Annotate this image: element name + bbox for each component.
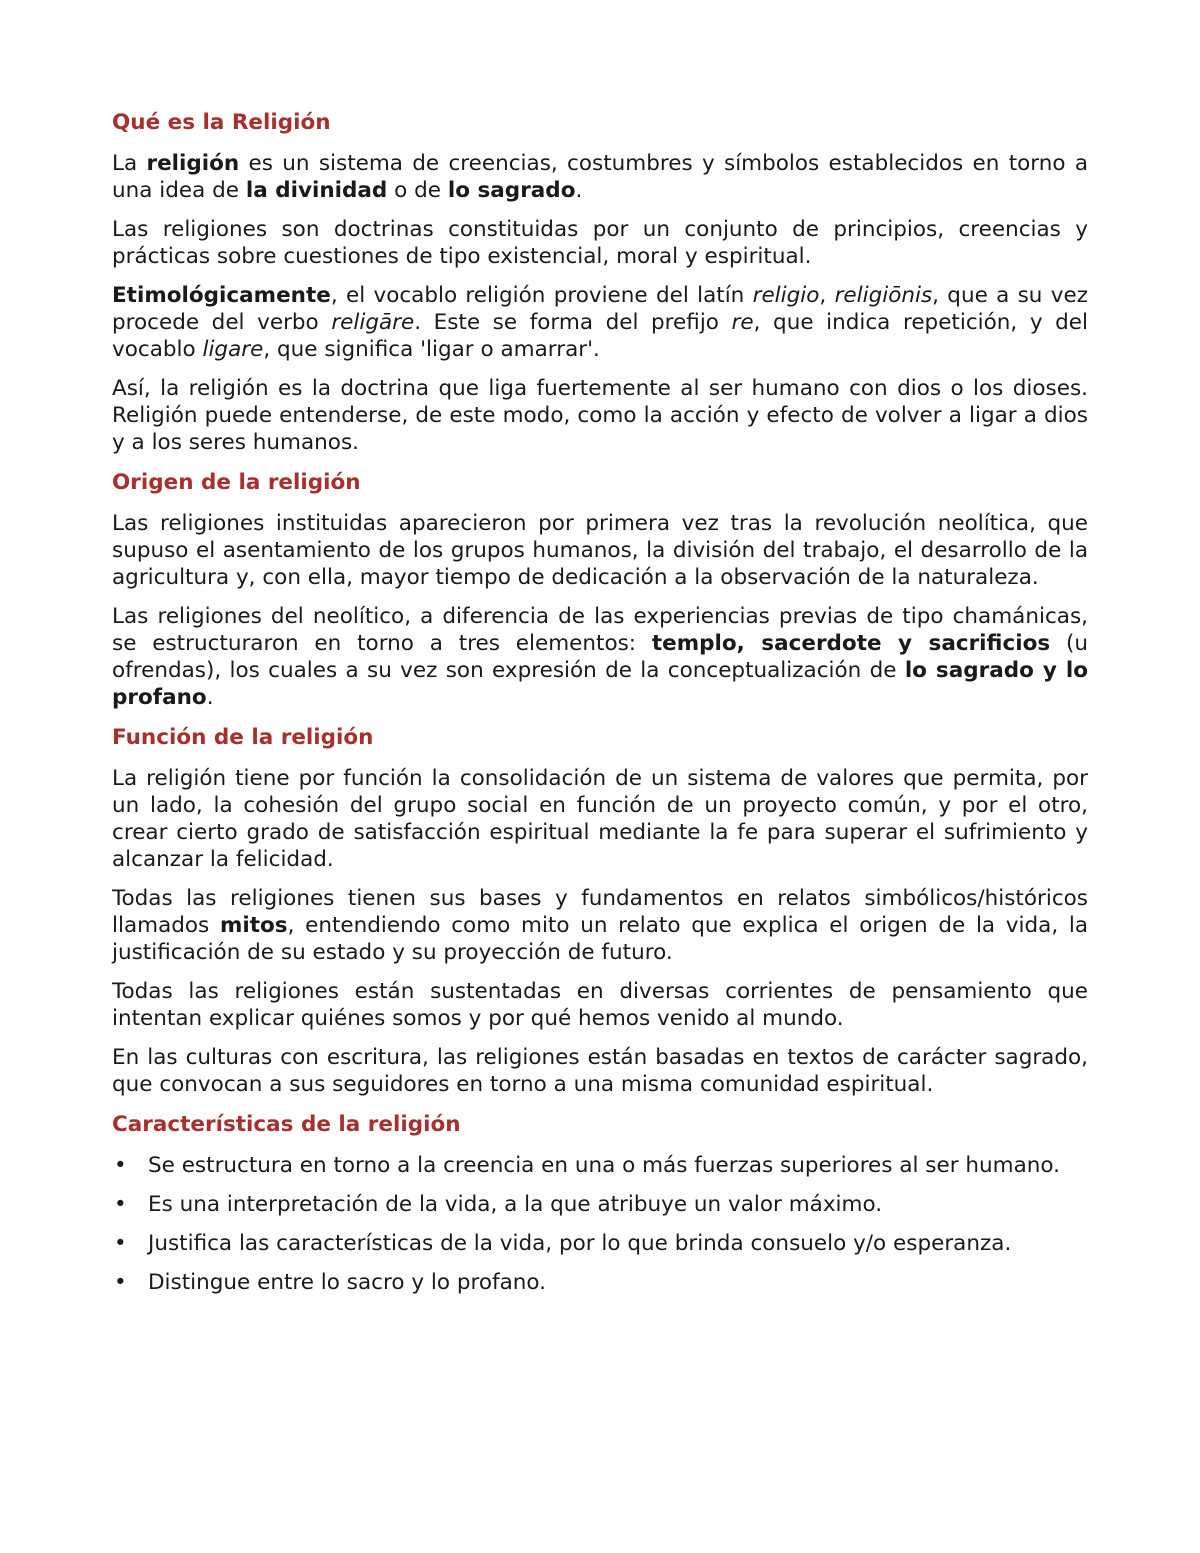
paragraph-definition [112, 150, 1088, 204]
paragraph-neolithic: Las religiones instituidas aparecieron por primera vez tras la revolución neolítica, que supuso el asentamiento de los grupos humanos, la división del trabajo, el desarrollo de la agricultura y, con ella, mayor tiempo de dedicación a la observación de la naturaleza. [112, 511, 1088, 590]
text-run: , el vocablo religión proviene del latín [330, 283, 753, 308]
characteristics-list [112, 1152, 1088, 1296]
section-heading-caracteristicas: Características de la religión [112, 1112, 461, 1137]
text-run: Las religiones del neolítico, a diferencia de las experiencias previas de tipo chamánicas, se estructuraron en torno a tres elementos: [112, 604, 1088, 656]
italic-term: religāre [331, 310, 415, 335]
text-run: , [819, 283, 835, 308]
list-item-text: Es una interpretación de la vida, a la que atribuye un valor máximo. [148, 1192, 883, 1217]
bold-term: templo, sacerdote y sacrificios [651, 631, 1051, 656]
bold-term: lo sagrado [447, 178, 576, 203]
text-run: (u ofrendas), los cuales a su vez son expresión de la conceptualización de [112, 631, 1089, 683]
section-heading-origen: Origen de la religión [112, 470, 361, 495]
list-item [112, 1152, 1088, 1179]
text-run: La [112, 151, 147, 176]
paragraph-doctrines: Las religiones son doctrinas constituidas por un conjunto de principios, creencias y prácticas sobre cuestiones de tipo existencial, moral y espiritual. [112, 217, 1088, 269]
bullet-icon: • [114, 1153, 127, 1178]
italic-term: religiōnis [834, 283, 933, 308]
paragraph-doctrine-link: Así, la religión es la doctrina que liga fuertemente al ser humano con dios o los dioses. Religión puede entenderse, de este modo, como la acción y efecto de volver a ligar a dios y a los seres humanos. [112, 376, 1088, 455]
list-item-text: Se estructura en torno a la creencia en una o más fuerzas superiores al ser humano. [148, 1153, 1061, 1178]
paragraph-myths [112, 885, 1088, 966]
paragraph-currents: Todas las religiones están sustentadas en diversas corrientes de pensamiento que intentan explicar quiénes somos y por qué hemos venido al mundo. [112, 979, 1088, 1031]
text-run: . [575, 178, 583, 203]
list-item [112, 1191, 1088, 1218]
list-item-text: Justifica las características de la vida, por lo que brinda consuelo y/o esperanza. [148, 1231, 1012, 1256]
paragraph-elements [112, 603, 1088, 711]
text-run: Todas las religiones tienen sus bases y fundamentos en relatos simbólicos/históricos llamados [112, 886, 1088, 938]
text-run: . [206, 685, 214, 710]
text-run: es un sistema de creencias, costumbres y símbolos establecidos en torno a una idea de [112, 151, 1088, 203]
section-heading-funcion: Función de la religión [112, 725, 374, 750]
italic-term: religio [752, 283, 820, 308]
bullet-icon: • [114, 1231, 127, 1256]
text-run: . Este se forma del prefijo [414, 310, 732, 335]
bold-term: mitos [219, 913, 288, 938]
bullet-icon: • [114, 1192, 127, 1217]
list-item-text: Distingue entre lo sacro y lo profano. [148, 1270, 546, 1295]
text-run: , que indica repetición, y del vocablo [112, 310, 1088, 362]
bold-term: lo sagrado y lo profano [112, 658, 1088, 710]
italic-term: re [731, 310, 754, 335]
paragraph-function: La religión tiene por función la consolidación de un sistema de valores que permita, por un lado, la cohesión del grupo social en función de un proyecto común, y por el otro, crear cierto grado de satisfacción espiritual mediante la fe para superar el sufrimiento y alcanzar la felicidad. [112, 766, 1088, 872]
bold-term: la divinidad [245, 178, 388, 203]
paragraph-sacred-texts: En las culturas con escritura, las religiones están basadas en textos de carácter sagrado, que convocan a sus seguidores en torno a una misma comunidad espiritual. [112, 1045, 1088, 1097]
text-run: , que significa 'ligar o amarrar'. [263, 337, 600, 362]
text-run: , que a su vez procede del verbo [112, 283, 1088, 335]
paragraph-etymology [112, 282, 1088, 363]
document-page [112, 108, 1088, 1308]
list-item [112, 1230, 1088, 1257]
bold-term: Etimológicamente [112, 283, 331, 308]
bold-term: religión [146, 151, 240, 176]
list-item [112, 1269, 1088, 1296]
text-run: , entendiendo como mito un relato que explica el origen de la vida, la justificación de su estado y su proyección de futuro. [112, 913, 1089, 965]
text-run: o de [387, 178, 448, 203]
italic-term: ligare [202, 337, 264, 362]
bullet-icon: • [114, 1270, 127, 1295]
section-heading-que-es: Qué es la Religión [112, 110, 331, 135]
